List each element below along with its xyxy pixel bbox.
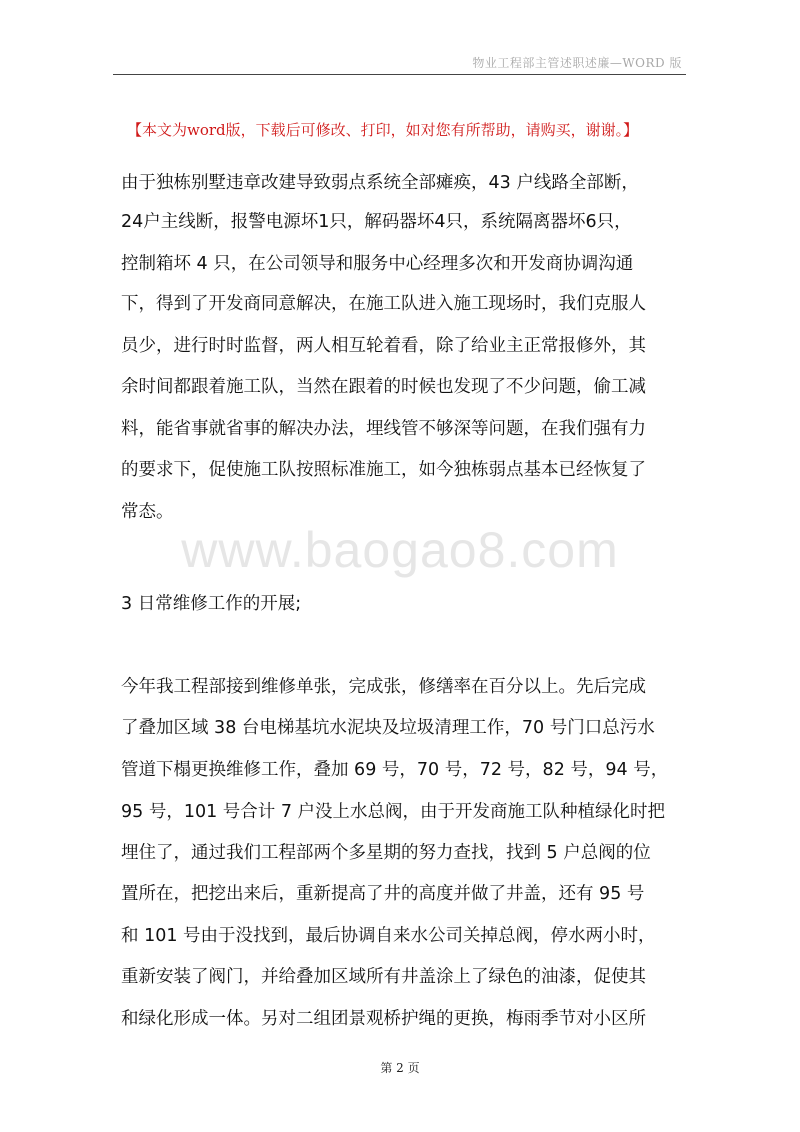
paragraph2-line: 重新安装了阀门，并给叠加区域所有井盖涂上了绿色的油漆，促使其	[121, 967, 646, 987]
paragraph1-line: 料，能省事就省事的解决办法，埋线管不够深等问题，在我们强有力	[121, 419, 646, 439]
paragraph1-line: 控制箱坏 4 只，在公司领导和服务中心经理多次和开发商协调沟通	[121, 254, 634, 274]
section-heading: 3 日常维修工作的开展;	[121, 594, 302, 614]
header-divider	[113, 74, 686, 75]
paragraph2-line: 今年我工程部接到维修单张，完成张，修缮率在百分以上。先后完成	[121, 677, 646, 697]
paragraph1-line: 常态。	[121, 502, 174, 522]
running-header-title: 物业工程部主管述职述廉—WORD 版	[472, 56, 682, 70]
paragraph2-line: 和绿化形成一体。另对二组团景观桥护绳的更换，梅雨季节对小区所	[121, 1009, 646, 1029]
page-number: 第 2 页	[380, 1061, 420, 1075]
download-notice: 【本文为word版，下载后可修改、打印，如对您有所帮助，请购买，谢谢。】	[127, 121, 639, 139]
paragraph2-line: 95 号，101 号合计 7 户没上水总阀，由于开发商施工队种植绿化时把	[121, 802, 666, 822]
paragraph1-line: 24户主线断，报警电源坏1只，解码器坏4只，系统隔离器坏6只，	[121, 212, 632, 232]
paragraph2-line: 埋住了，通过我们工程部两个多星期的努力查找，找到 5 户总阀的位	[121, 843, 651, 863]
paragraph1-line: 员少，进行时时监督，两人相互轮着看，除了给业主正常报修外，其	[121, 336, 646, 356]
paragraph2-line: 管道下榻更换维修工作，叠加 69 号，70 号，72 号，82 号，94 号，	[121, 760, 669, 780]
paragraph2-line: 和 101 号由于没找到，最后协调自来水公司关掉总阀，停水两小时，	[121, 926, 656, 946]
paragraph2-line: 置所在，把挖出来后，重新提高了井的高度并做了井盖，还有 95 号	[121, 884, 645, 904]
paragraph2-line: 了叠加区域 38 台电梯基坑水泥块及垃圾清理工作，70 号门口总污水	[121, 718, 655, 738]
paragraph1-line: 下，得到了开发商同意解决，在施工队进入施工现场时，我们克服人	[121, 294, 646, 314]
paragraph1-line: 由于独栋别墅违章改建导致弱点系统全部瘫痪，43 户线路全部断，	[121, 173, 639, 193]
watermark: www.baogao8.com	[181, 522, 619, 578]
paragraph1-line: 余时间都跟着施工队，当然在跟着的时候也发现了不少问题，偷工减	[121, 377, 646, 397]
paragraph1-line: 的要求下，促使施工队按照标准施工，如今独栋弱点基本已经恢复了	[121, 460, 646, 480]
